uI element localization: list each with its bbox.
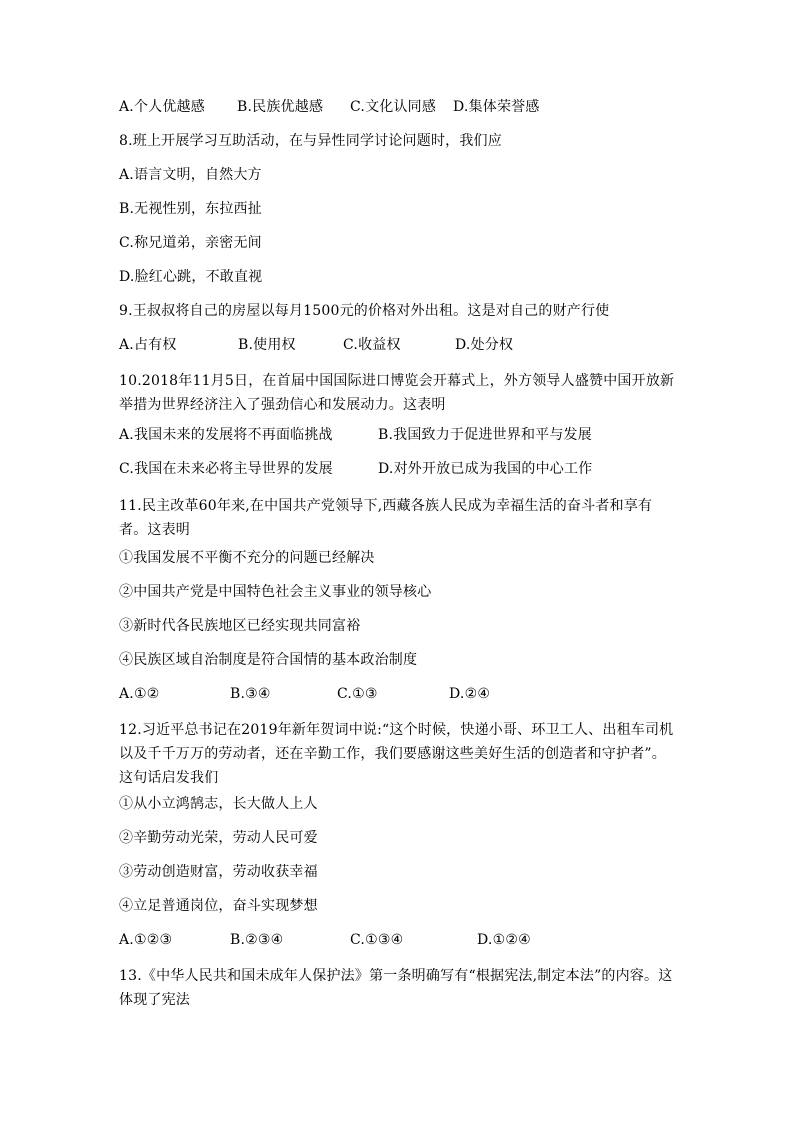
q11-item-4: ④民族区域自治制度是符合国情的基本政治制度 xyxy=(119,652,418,668)
q9-option-a: A.占有权 xyxy=(119,337,177,353)
q13-stem: 13.《中华人民共和国未成年人保护法》第一条明确写有“根据宪法,制定本法”的内容。这体现了宪法 xyxy=(119,968,673,1008)
q10-stem: 10.2018年11月5日，在首届中国国际进口博览会开幕式上，外方领导人盛赞中国开放新举措为世界经济注入了强劲信心和发展动力。这表明 xyxy=(119,373,675,413)
q7-option-c: C.文化认同感 xyxy=(350,99,437,115)
q7-option-d: D.集体荣誉感 xyxy=(453,99,540,115)
q11-option-c: C.①③ xyxy=(337,686,378,702)
q11-item-1: ①我国发展不平衡不充分的问题已经解决 xyxy=(119,550,375,566)
q11-stem: 11.民主改革60年来,在中国共产党领导下,西藏各族人民成为幸福生活的奋斗者和享有者。这表明 xyxy=(119,498,653,538)
q9-option-d: D.处分权 xyxy=(455,337,514,353)
q11-option-a: A.①② xyxy=(119,686,160,702)
q8-option-c: C.称兄道弟，亲密无间 xyxy=(119,235,262,251)
q12-item-2: ②辛勤劳动光荣，劳动人民可爱 xyxy=(119,830,318,846)
q7-option-b: B.民族优越感 xyxy=(237,99,324,115)
q12-item-1: ①从小立鸿鹄志，长大做人上人 xyxy=(119,796,318,812)
q11-item-2: ②中国共产党是中国特色社会主义事业的领导核心 xyxy=(119,584,432,600)
q9-option-b: B.使用权 xyxy=(238,337,296,353)
q12-option-b: B.②③④ xyxy=(230,932,284,948)
q10-option-b: B.我国致力于促进世界和平与发展 xyxy=(378,427,592,443)
q12-option-c: C.①③④ xyxy=(350,932,404,948)
q9-stem: 9.王叔叔将自己的房屋以每月1500元的价格对外出租。这是对自己的财产行使 xyxy=(119,303,610,319)
q8-stem: 8.班上开展学习互助活动，在与异性同学讨论问题时，我们应 xyxy=(119,133,502,149)
q7-option-a: A.个人优越感 xyxy=(119,99,205,115)
q11-item-3: ③新时代各民族地区已经实现共同富裕 xyxy=(119,618,361,634)
q12-item-3: ③劳动创造财富，劳动收获幸福 xyxy=(119,864,318,880)
q10-option-c: C.我国在未来必将主导世界的发展 xyxy=(119,461,333,477)
q12-option-a: A.①②③ xyxy=(119,932,173,948)
q10-option-d: D.对外开放已成为我国的中心工作 xyxy=(378,461,593,477)
q9-option-c: C.收益权 xyxy=(343,337,401,353)
q8-option-a: A.语言文明，自然大方 xyxy=(119,167,262,183)
q12-stem: 12.习近平总书记在2019年新年贺词中说:“这个时候，快递小哥、环卫工人、出租车司机以及千千万万的劳动者，还在辛勤工作，我们要感谢这些美好生活的创造者和守护者”。这句话启发我们 xyxy=(119,722,674,786)
q11-option-d: D.②④ xyxy=(449,686,491,702)
q12-item-4: ④立足普通岗位，奋斗实现梦想 xyxy=(119,898,318,914)
q10-option-a: A.我国未来的发展将不再面临挑战 xyxy=(119,427,333,443)
q11-option-b: B.③④ xyxy=(230,686,271,702)
q8-option-b: B.无视性别，东拉西扯 xyxy=(119,201,262,217)
q12-option-d: D.①②④ xyxy=(477,932,531,948)
q8-option-d: D.脸红心跳，不敢直视 xyxy=(119,269,263,285)
